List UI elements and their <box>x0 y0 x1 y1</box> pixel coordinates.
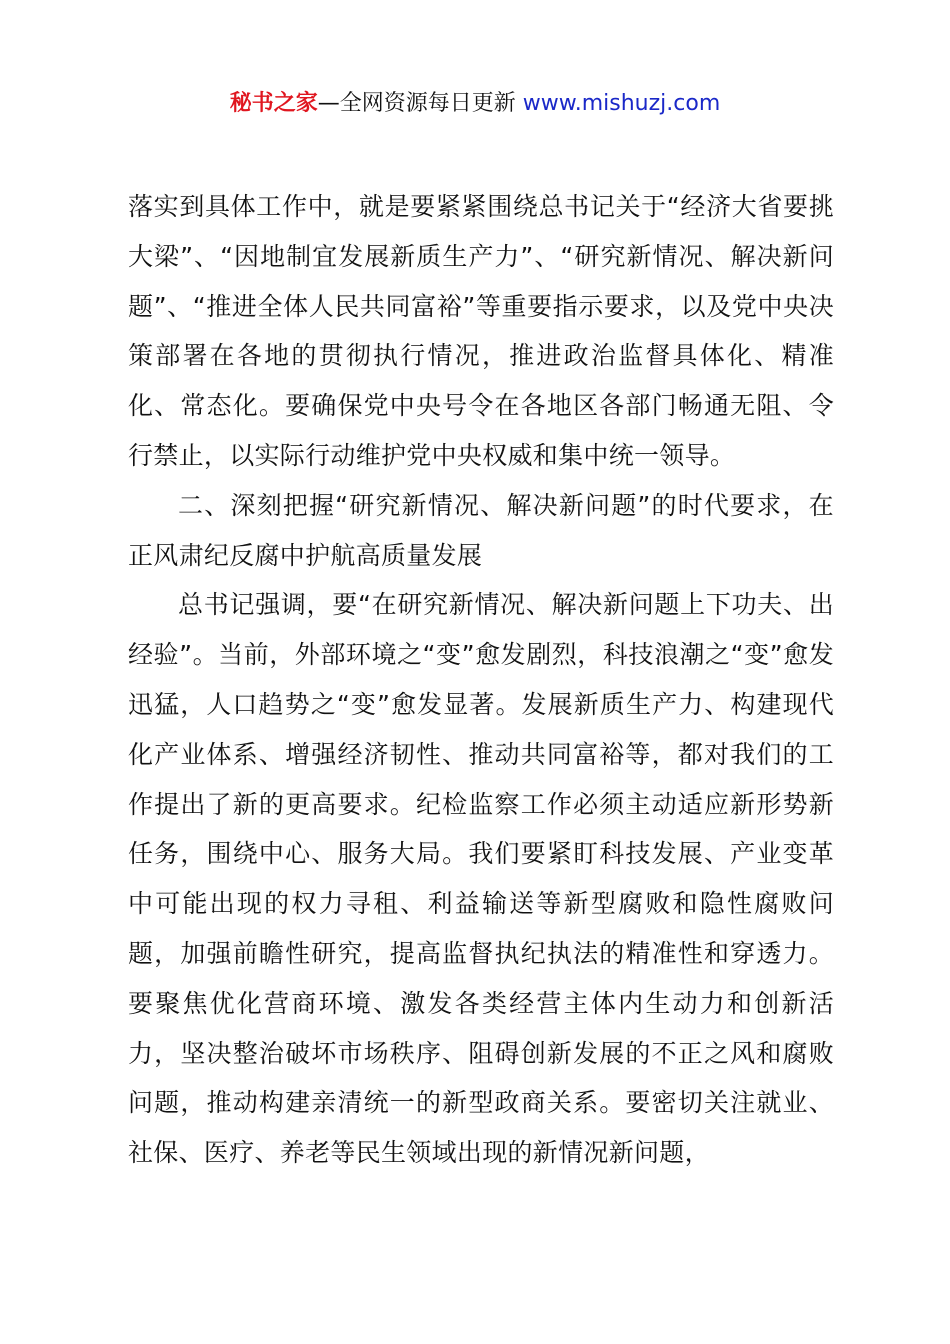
site-header <box>0 88 950 120</box>
header-tagline: —全网资源每日更新 <box>317 91 523 116</box>
brand-name: 秘书之家 <box>229 91 318 116</box>
site-url-link[interactable]: www.mishuzj.com <box>522 91 721 116</box>
paragraph-continuation: 落实到具体工作中，就是要紧紧围绕总书记关于“经济大省要挑大梁”、“因地制宜发展新质生产力”、“研究新情况、解决新问题”、“推进全体人民共同富裕”等重要指示要求，以及党中央决策部署在各地的贯彻执行情况，推进政治监督具体化、精准化、常态化。要确保党中央号令在各地区各部门畅通无阻、令行禁止，以实际行动维护党中央权威和集中统一领导。 <box>128 192 834 470</box>
section-heading: 二、深刻把握“研究新情况、解决新问题”的时代要求，在正风肃纪反腐中护航高质量发展 <box>128 490 834 570</box>
document-body <box>128 182 834 1178</box>
paragraph-body: 总书记强调，要“在研究新情况、解决新问题上下功夫、出经验”。当前，外部环境之“变”愈发剧烈，科技浪潮之“变”愈发迅猛，人口趋势之“变”愈发显著。发展新质生产力、构建现代化产业体系、增强经济韧性、推动共同富裕等，都对我们的工作提出了新的更高要求。纪检监察工作必须主动适应新形势新任务，围绕中心、服务大局。我们要紧盯科技发展、产业变革中可能出现的权力寻租、利益输送等新型腐败和隐性腐败问题，加强前瞻性研究，提高监督执纪执法的精准性和穿透力。要聚焦优化营商环境、激发各类经营主体内生动力和创新活力，坚决整治破坏市场秩序、阻碍创新发展的不正之风和腐败问题，推动构建亲清统一的新型政商关系。要密切关注就业、社保、医疗、养老等民生领域出现的新情况新问题， <box>128 590 834 1168</box>
